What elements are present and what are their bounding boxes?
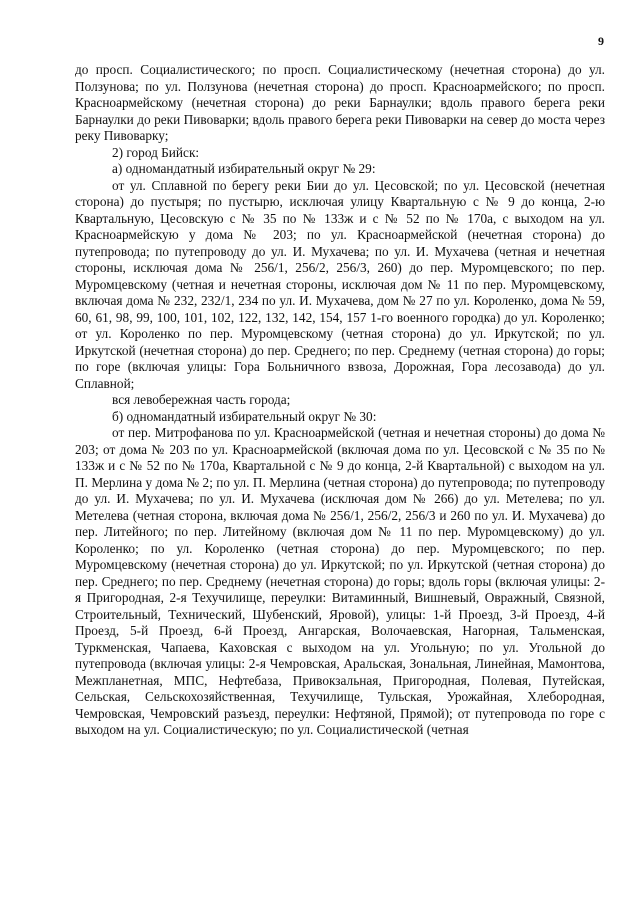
document-body xyxy=(75,62,605,739)
paragraph-district-29-heading: а) одномандатный избирательный округ № 29: xyxy=(112,161,376,176)
paragraph-city-biysk: 2) город Бийск: xyxy=(112,144,200,160)
paragraph-district-30-boundary: от пер. Митрофанова по ул. Красноармейской (четная и нечетная стороны) до дома № 203; от дома № 203 по ул. Красноармейской (включая дома по ул. Цесовской с № 35 по № 133ж и с № 52 по № 170а, Квартальной с № 9 до конца, 2-й Квартальной) с выходом на ул. П. Мерлина у дома № 2; по ул. П. Мерлина (четная сторона) до путепровода; по путепроводу до ул. И. Мухачева; по ул. И. Мухачева (исключая дом № 266) до ул. Метелева; по ул. Метелева (четная сторона, включая дома № 256/1, 256/2, 256/3 и 260 по ул. И. Мухачева) до пер. Литейного; по пер. Литейному (включая дом № 11 по пер. Муромцевскому) до ул. Короленко; по ул. Короленко (четная сторона) до пер. Муромцевского; по пер. Муромцевскому (нечетная сторона) до ул. Иркутской; по ул. Иркутской (четная сторона) до пер. Среднего; по пер. Среднему (нечетная сторона) до горы; вдоль горы (включая улицы: 2-я Пригородная, 2-я Техучилище, переулки: Витаминный, Вишневый, Овражный, Связной, Строительный, Технический, Шубенский, Яровой), улицы: 1-й Проезд, 3-й Проезд, 4-й Проезд, 5-й Проезд, 6-й Проезд, Ангарская, Волочаевская, Нагорная, Тальменская, Туркменская, Чапаева, Каховская с выходом на ул. Угольную; по ул. Угольной до путепровода (включая улицы: 2-я Чемровская, Аральская, Зональная, Линейная, Мамонтова, Межпланетная, МПС, Нефтебаза, Привокзальная, Пригородная, Полевая, Путейская, Сельская, Сельскохозяйственная, Техучилище, Тульская, Урожайная, Хлебородная, Чемровская, Чемровский разъезд, переулки: Нефтяной, Прямой); от путепровода по горе с выходом на ул. Социалистическую; по ул. Социалистической (четная xyxy=(75,425,605,737)
paragraph-continuation: до просп. Социалистического; по просп. Социалистическому (нечетная сторона) до ул. Ползунова; по ул. Ползунова (нечетная сторона) до просп. Красноармейского; по просп. Красноармейскому (нечетная сторона) до реки Барнаулки; вдоль правого берега реки Барнаулки до реки Пивоварки; вдоль правого берега реки Пивоварки на север до моста через реку Пивоварку; xyxy=(75,62,605,143)
paragraph-left-bank: вся левобережная часть города; xyxy=(112,392,291,407)
paragraph-district-30-heading: б) одномандатный избирательный округ № 30: xyxy=(112,408,377,424)
paragraph-district-29-boundary: от ул. Сплавной по берегу реки Бии до ул. Цесовской; по ул. Цесовской (нечетная сторона) до пустыря; по пустырю, исключая улицу Квартальную с № 9 до конца, 2-ю Квартальную, Цесовскую с № 35 по № 133ж и с № 52 по № 170а, с выходом на ул. Красноармейскую у дома № 203; по ул. Красноармейской (нечетная сторона) до путепровода; по путепроводу до ул. И. Мухачева; по ул. И. Мухачева (четная и нечетная стороны, исключая дома № 256/1, 256/2, 256/3, 260) до пер. Муромцевского; по пер. Муромцевскому (четная и нечетная стороны, исключая дом № 11 по пер. Муромцевскому, включая дома № 232, 232/1, 234 по ул. И. Мухачева, дом № 27 по ул. Короленко, дома № 59, 60, 61, 98, 99, 100, 101, 102, 122, 132, 142, 154, 157 1-го военного городка) до ул. Короленко; от ул. Короленко по пер. Муромцевскому (четная сторона) до ул. Иркутской; по ул. Иркутской (нечетная сторона) до пер. Среднего; по пер. Среднему (четная сторона) до горы; по горе (включая улицы: Гора Больничного взвоза, Дорожная, Гора лесозавода) до ул. Сплавной; xyxy=(75,177,605,391)
page-number: 9 xyxy=(598,34,604,48)
